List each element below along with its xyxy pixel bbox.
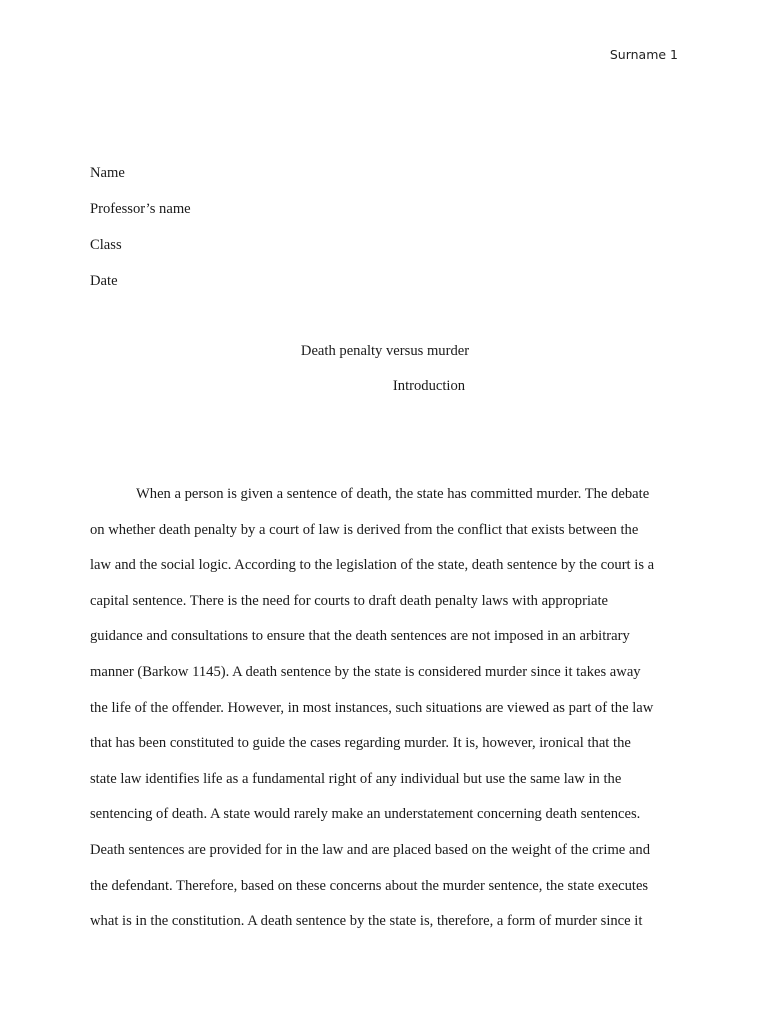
- body-paragraph: [90, 484, 680, 947]
- section-heading: Introduction: [392, 378, 466, 394]
- date: Date: [90, 273, 118, 289]
- paragraph-line: that has been constituted to guide the cases regarding murder. It is, however, ironical that the: [90, 735, 631, 752]
- paragraph-line: sentencing of death. A state would rarely make an understatement concerning death sentences.: [90, 806, 641, 823]
- mla-heading: [90, 163, 680, 307]
- paragraph-line: the defendant. Therefore, based on these concerns about the murder sentence, the state executes: [90, 877, 649, 894]
- class-name: Class: [90, 237, 122, 253]
- paper-title: Death penalty versus murder: [300, 343, 470, 359]
- paragraph-line: on whether death penalty by a court of law is derived from the conflict that exists between the: [90, 521, 639, 538]
- paragraph-line: law and the social logic. According to the legislation of the state, death sentence by the court is a: [90, 557, 655, 574]
- paragraph-line: Death sentences are provided for in the law and are placed based on the weight of the crime and: [90, 841, 651, 858]
- student-name: Name: [90, 165, 125, 181]
- paragraph-line: guidance and consultations to ensure that the death sentences are not imposed in an arbitrary: [90, 628, 630, 645]
- paragraph-line: the life of the offender. However, in most instances, such situations are viewed as part of the law: [90, 699, 654, 716]
- paragraph-line: capital sentence. There is the need for courts to draft death penalty laws with appropriate: [90, 592, 609, 609]
- paragraph-line: When a person is given a sentence of death, the state has committed murder. The debate: [136, 486, 650, 502]
- paragraph-line: manner (Barkow 1145). A death sentence by the state is considered murder since it takes away: [90, 663, 641, 680]
- paragraph-line: state law identifies life as a fundamental right of any individual but use the same law in the: [90, 770, 622, 787]
- paragraph-line: what is in the constitution. A death sentence by the state is, therefore, a form of murder since it: [90, 913, 643, 930]
- running-head: Surname 1: [609, 47, 678, 62]
- professor-name: Professor’s name: [90, 201, 191, 217]
